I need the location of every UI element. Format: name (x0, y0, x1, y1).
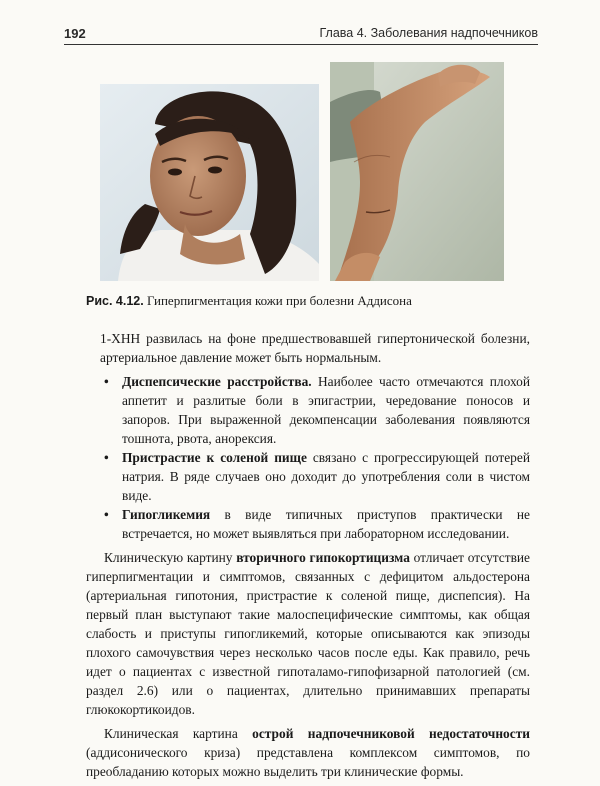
photo-face-hyperpigmentation (100, 84, 319, 281)
header-rule (64, 44, 538, 45)
bullet-icon: • (104, 507, 109, 522)
page-number: 192 (64, 26, 86, 41)
bullet-icon: • (104, 450, 109, 465)
paragraph-text: Клиническую картину (104, 550, 237, 565)
list-item-term: Диспепсические расстройства. (122, 374, 312, 389)
photo-arm-hyperpigmentation (330, 62, 504, 281)
chapter-title: Глава 4. Заболевания надпочечников (319, 26, 538, 40)
figure-label: Рис. 4.12. (86, 294, 144, 308)
bullet-icon: • (104, 374, 109, 389)
figure-caption-text: Гиперпигментация кожи при болезни Аддисона (146, 293, 412, 308)
list-item (100, 505, 530, 543)
paragraph-acute-insufficiency (86, 724, 530, 781)
symptom-list (100, 372, 530, 543)
intro-paragraph: 1-ХНН развилась на фоне предшествовавшей гипертонической болезни, артериальное давление может быть нормальным. (100, 331, 530, 365)
list-item-term: Гипогликемия (122, 507, 211, 522)
paragraph-term: острой надпочечниковой недостаточности (252, 726, 530, 741)
list-item-text: в виде типичных приступов практически не встречается, но может выявляться при лабораторном исследовании. (122, 507, 530, 541)
list-item (100, 372, 530, 448)
figure-caption (86, 293, 412, 309)
body-text (86, 329, 531, 786)
paragraph-text: отличает отсутствие гиперпигментации и симптомов, связанных с дефицитом альдостерона (артериальная гипотония, пристрастие к соленой пище, диспепсия). На первый план выступают такие малоспецифические симптомы, как общая слабость и приступы гипогликемий, которые описываются как эпизоды плохого самочувствия через несколько часов после еды. Как правило, речь идет о пациентах с известной гипоталамо-гипофизарной патологией (см. раздел 2.6) или о пациентах, длительно принимавших препараты глюкокортикоидов. (86, 550, 531, 717)
list-item (100, 448, 530, 505)
running-head (64, 24, 538, 44)
paragraph-secondary-hypocorticism (86, 548, 530, 719)
list-item-text: Наиболее часто отмечаются плохой аппетит и разлитые боли в эпигастрии, чередование поносов и запоров. При выраженной декомпенсации заболевания появляются тошнота, рвота, анорексия. (122, 374, 530, 446)
paragraph-text: (аддисонического криза) представлена комплексом симптомов, по преобладанию которых можно выделить три клинические формы. (86, 745, 530, 779)
paragraph-term: вторичного гипокортицизма (236, 550, 410, 565)
list-item-text: связано с прогрессирующей потерей натрия. В ряде случаев оно доходит до употребления соли в чистом виде. (122, 450, 530, 503)
list-item-term: Пристрастие к соленой пище (122, 450, 307, 465)
paragraph-text: Клиническая картина (104, 726, 253, 741)
